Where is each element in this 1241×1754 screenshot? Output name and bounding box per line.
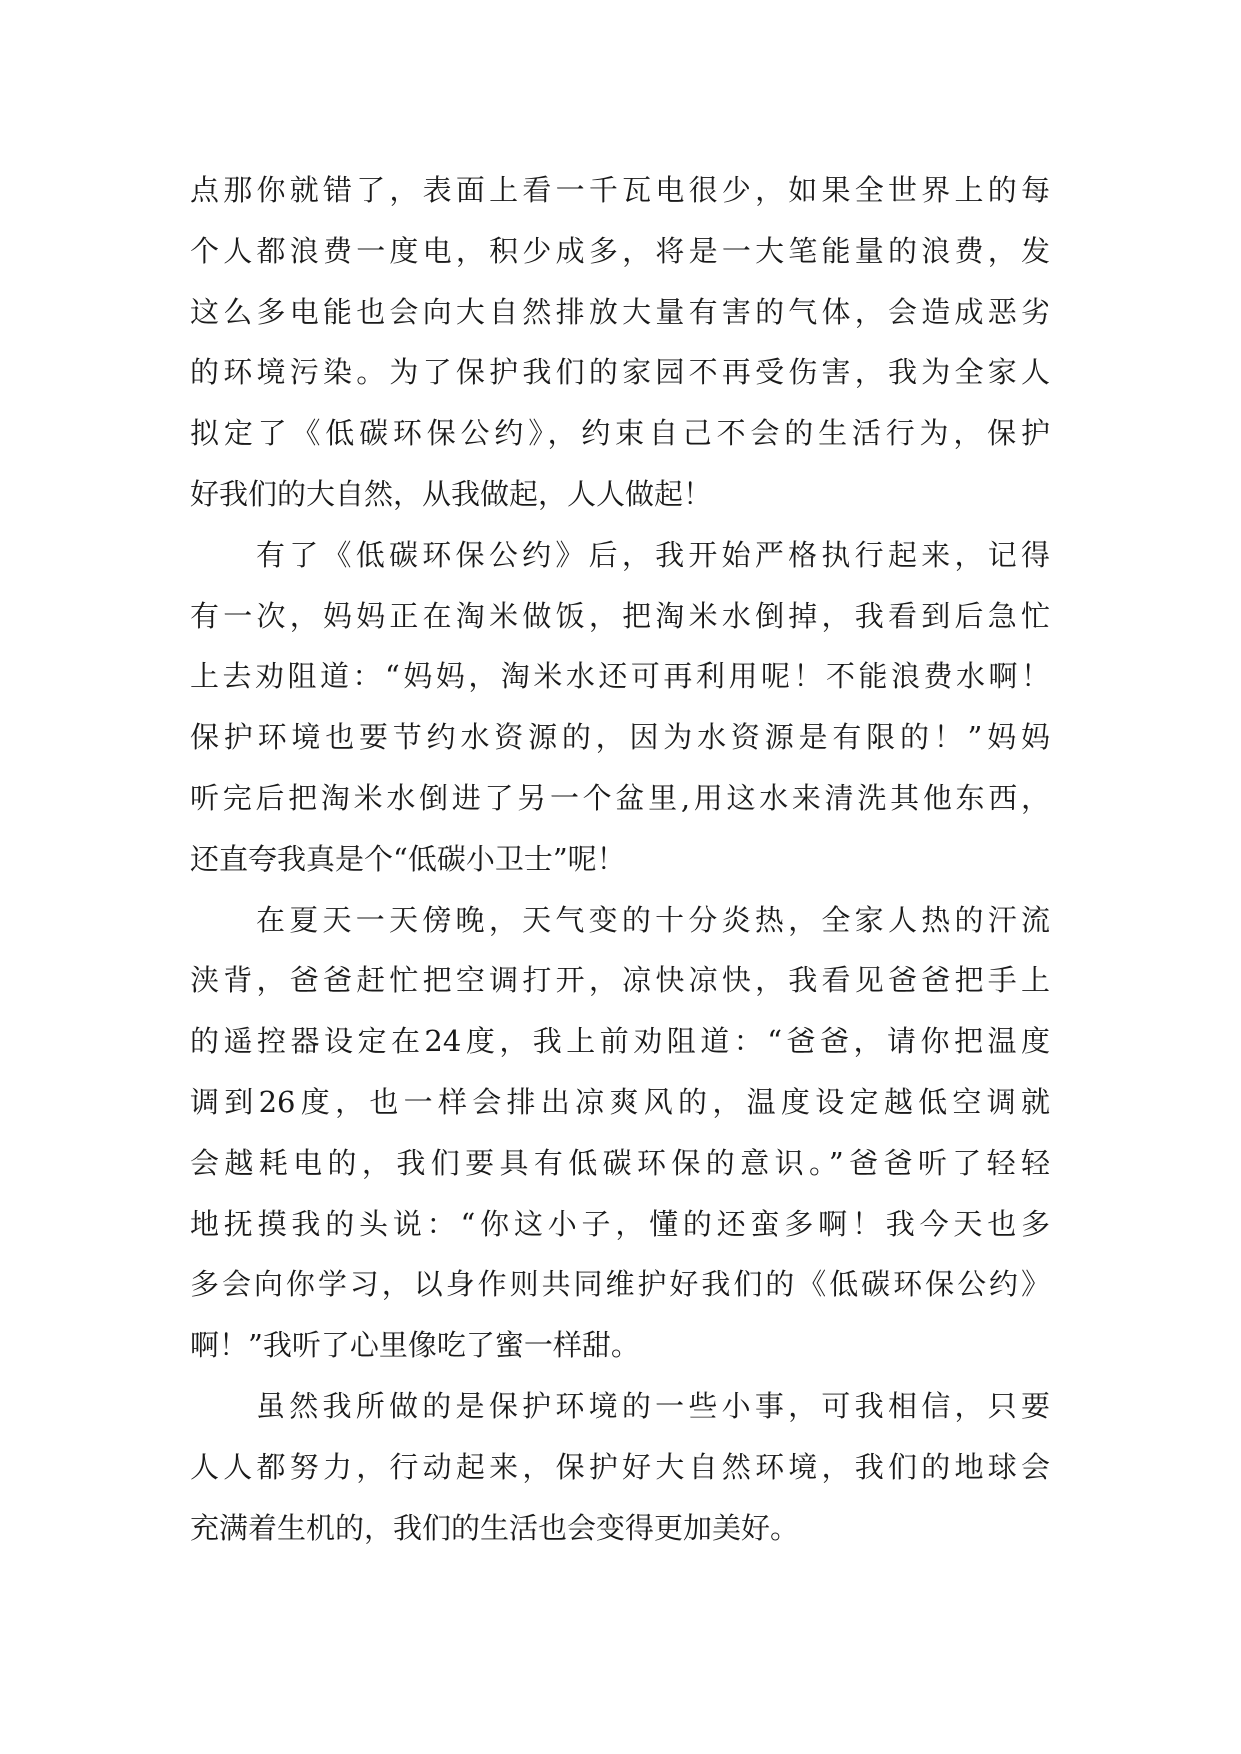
text-line: 的遥控器设定在24度，我上前劝阻道：“爸爸，请你把温度 bbox=[190, 1024, 1050, 1059]
text-line: 这么多电能也会向大自然排放大量有害的气体，会造成恶劣 bbox=[190, 294, 1050, 329]
text-line: 拟定了《低碳环保公约》，约束自己不会的生活行为，保护 bbox=[190, 416, 1050, 451]
text-line: 个人都浪费一度电，积少成多，将是一大笔能量的浪费，发 bbox=[190, 233, 1050, 268]
text-line: 保护环境也要节约水资源的，因为水资源是有限的！”妈妈 bbox=[190, 720, 1050, 755]
text-line: 啊！”我听了心里像吃了蜜一样甜。 bbox=[190, 1328, 640, 1363]
text-line: 的环境污染。为了保护我们的家园不再受伤害，我为全家人 bbox=[190, 355, 1050, 390]
paragraph-start-line: 有了《低碳环保公约》后，我开始严格执行起来，记得 bbox=[256, 537, 1050, 572]
text-line: 地抚摸我的头说：“你这小子，懂的还蛮多啊！我今天也多 bbox=[190, 1206, 1050, 1241]
text-line: 人人都努力，行动起来，保护好大自然环境，我们的地球会 bbox=[190, 1449, 1050, 1484]
text-line: 点那你就错了，表面上看一千瓦电很少，如果全世界上的每 bbox=[190, 173, 1050, 207]
text-line: 浃背，爸爸赶忙把空调打开，凉快凉快，我看见爸爸把手上 bbox=[190, 963, 1050, 998]
text-line: 多会向你学习，以身作则共同维护好我们的《低碳环保公约》 bbox=[190, 1267, 1050, 1302]
paragraph-start-line: 虽然我所做的是保护环境的一些小事，可我相信，只要 bbox=[256, 1388, 1050, 1423]
paragraph-start-line: 在夏天一天傍晚，天气变的十分炎热，全家人热的汗流 bbox=[256, 902, 1050, 937]
text-line: 还直夸我真是个“低碳小卫士”呢！ bbox=[190, 841, 626, 876]
text-line: 好我们的大自然，从我做起，人人做起！ bbox=[190, 476, 713, 511]
text-line: 听完后把淘米水倒进了另一个盆里,用这水来清洗其他东西， bbox=[190, 780, 1050, 815]
text-line: 有一次，妈妈正在淘米做饭，把淘米水倒掉，我看到后急忙 bbox=[190, 598, 1050, 633]
text-line: 会越耗电的，我们要具有低碳环保的意识。”爸爸听了轻轻 bbox=[190, 1145, 1050, 1180]
text-line: 充满着生机的，我们的生活也会变得更加美好。 bbox=[190, 1510, 800, 1545]
text-line: 上去劝阻道：“妈妈，淘米水还可再利用呢！不能浪费水啊！ bbox=[190, 659, 1050, 694]
text-line: 调到26度，也一样会排出凉爽风的，温度设定越低空调就 bbox=[190, 1084, 1050, 1119]
body-text bbox=[190, 160, 1050, 1558]
